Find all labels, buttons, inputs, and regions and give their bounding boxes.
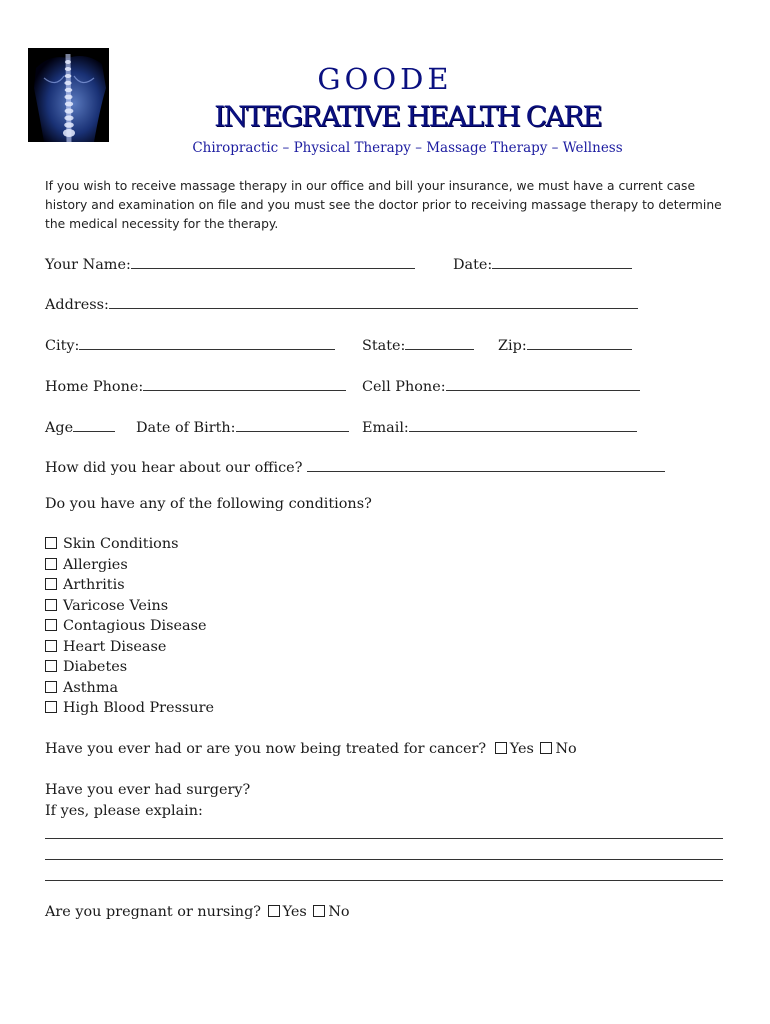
email-label: Email: [362,420,409,436]
cell-phone-label: Cell Phone: [362,379,446,395]
org-title: INTEGRATIVE HEALTH CARE [214,100,601,133]
address-field[interactable] [45,294,638,313]
city-field[interactable] [45,335,335,354]
state-field[interactable] [362,335,474,354]
cancer-yes-label: Yes [509,741,534,757]
checkbox[interactable] [45,558,57,570]
state-label: State: [362,338,406,354]
condition-label: Heart Disease [63,638,167,655]
date-of-birth-field[interactable] [136,417,349,436]
pregnant-question: Are you pregnant or nursing? [45,904,262,920]
name-date-row [0,254,770,276]
condition-item[interactable] [45,577,214,598]
spine-icon [28,48,109,142]
home-phone-label: Home Phone: [45,379,144,395]
home-phone-field[interactable] [45,376,346,395]
condition-item[interactable] [45,536,214,557]
explain-label: If yes, please explain: [45,803,203,819]
condition-label: High Blood Pressure [63,700,215,716]
condition-item[interactable] [45,659,214,680]
your-name-field[interactable] [45,254,415,273]
surgery-question: Have you ever had surgery? [45,782,251,798]
condition-item[interactable] [45,557,214,578]
checkbox[interactable] [45,599,57,611]
condition-item[interactable] [45,639,214,660]
age-field[interactable] [45,417,115,436]
checkbox[interactable] [45,578,57,590]
checkbox[interactable] [45,660,57,672]
checkbox[interactable] [45,681,57,693]
explain-line-2[interactable] [45,859,723,860]
condition-item[interactable] [45,618,214,639]
date-of-birth-label: Date of Birth: [136,420,236,436]
cancer-yes-checkbox[interactable] [495,742,507,754]
spine-logo [28,48,109,142]
city-label: City: [45,338,80,354]
pregnant-yes-checkbox[interactable] [268,905,280,917]
zip-field[interactable] [498,335,632,354]
pregnant-no-label: No [328,904,350,920]
conditions-question: Do you have any of the following conditions? [45,496,372,512]
address-row [0,294,770,316]
condition-item[interactable] [45,598,214,619]
date-label: Date: [453,257,493,273]
your-name-label: Your Name: [45,257,131,273]
pregnant-no-checkbox[interactable] [313,905,325,917]
age-label: Age [45,420,74,436]
condition-label: Skin Conditions [63,536,179,552]
address-label: Address: [45,297,109,313]
tagline: Chiropractic – Physical Therapy – Massage Therapy – Wellness [192,140,623,156]
phone-row [0,376,770,398]
checkbox[interactable] [45,640,57,652]
heard-about-question: How did you hear about our office? [45,460,303,476]
conditions-list [45,536,214,721]
cancer-question-row [45,741,577,757]
age-dob-email-row [0,417,770,439]
cancer-no-label: No [555,741,577,757]
intro-paragraph: If you wish to receive massage therapy in our office and bill your insurance, we must have a current case history and examination on file and you must see the doctor prior to receiving massage therapy to determine the medical necessity for the therapy. [45,179,722,231]
heard-about-field[interactable] [45,457,665,476]
explain-line-1[interactable] [45,838,723,839]
condition-item[interactable] [45,680,214,701]
checkbox[interactable] [45,537,57,549]
condition-label: Allergies [63,556,128,573]
condition-label: Varicose Veins [63,597,169,614]
checkbox[interactable] [45,701,57,713]
cancer-no-checkbox[interactable] [540,742,552,754]
pregnant-yes-label: Yes [282,904,307,920]
org-name: GOODE [317,62,453,96]
explain-line-3[interactable] [45,880,723,881]
condition-label: Asthma [63,679,119,696]
condition-label: Contagious Disease [63,618,207,634]
city-state-zip-row [0,335,770,357]
zip-label: Zip: [498,338,527,354]
condition-item[interactable] [45,700,214,721]
condition-label: Diabetes [63,659,128,675]
checkbox[interactable] [45,619,57,631]
date-field[interactable] [453,254,632,273]
email-field[interactable] [362,417,637,436]
cell-phone-field[interactable] [362,376,640,395]
condition-label: Arthritis [63,577,125,593]
pregnant-question-row [45,904,350,920]
cancer-question: Have you ever had or are you now being treated for cancer? [45,741,487,757]
